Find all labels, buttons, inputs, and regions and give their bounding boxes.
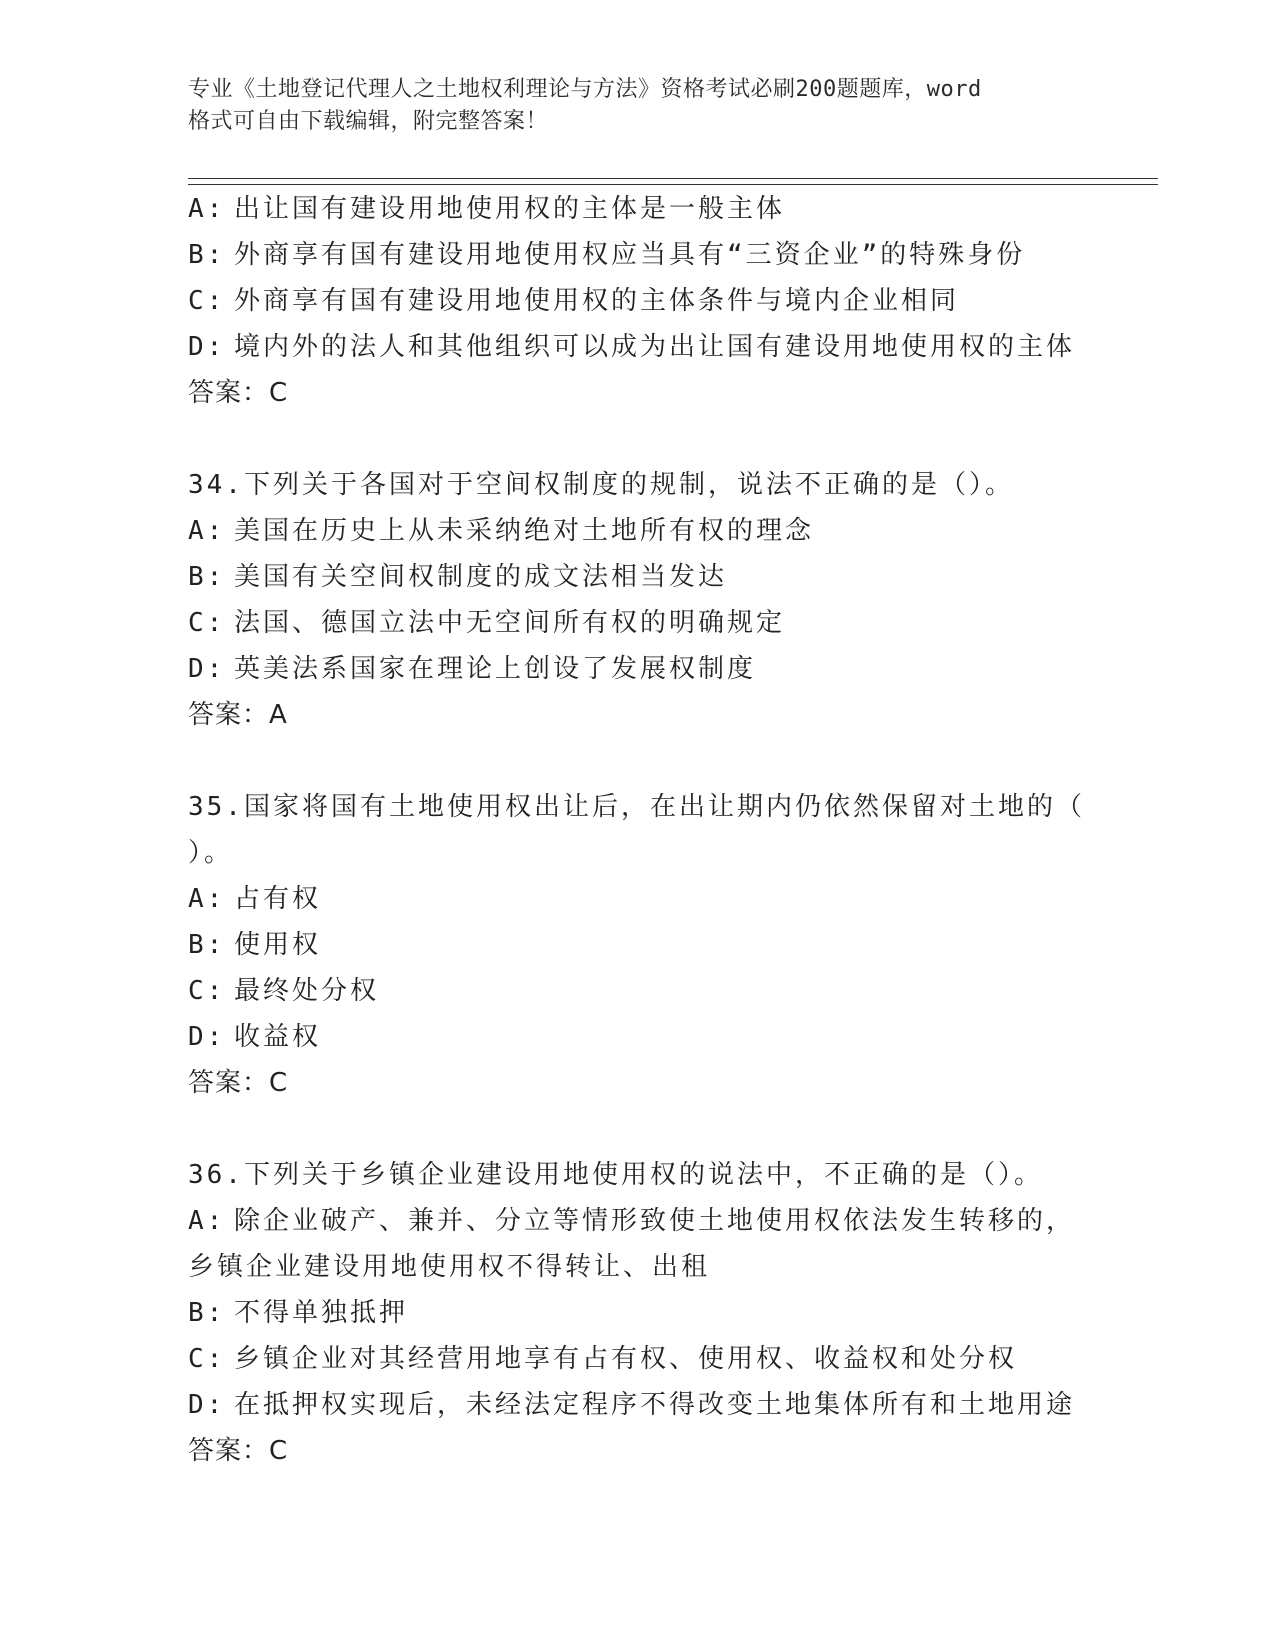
option-c	[188, 1336, 1088, 1382]
option-text: 外商享有国有建设用地使用权应当具有“三资企业”的特殊身份	[234, 240, 1026, 270]
option-key: B:	[188, 562, 226, 592]
option-b	[188, 554, 1088, 600]
option-key: A:	[188, 516, 226, 546]
option-key: C:	[188, 286, 226, 316]
option-a	[188, 876, 1088, 922]
question-33	[188, 186, 1088, 416]
option-text: 外商享有国有建设用地使用权的主体条件与境内企业相同	[234, 286, 960, 316]
option-key: A:	[188, 1206, 226, 1236]
option-key: B:	[188, 930, 226, 960]
option-b	[188, 1290, 1088, 1336]
header-line-2: 格式可自由下载编辑，附完整答案！	[188, 109, 549, 134]
option-text: 英美法系国家在理论上创设了发展权制度	[234, 654, 757, 684]
answer-line: 答案：C	[188, 1068, 289, 1098]
question-stem-continued: ）。	[188, 838, 234, 868]
option-b	[188, 922, 1088, 968]
question-36	[188, 1152, 1088, 1474]
option-text: 收益权	[234, 1022, 322, 1052]
option-key: D:	[188, 1390, 226, 1420]
answer-line: 答案：C	[188, 378, 289, 408]
option-text: 法国、德国立法中无空间所有权的明确规定	[234, 608, 786, 638]
option-key: B:	[188, 1298, 226, 1328]
question-stem: 34.下列关于各国对于空间权制度的规制，说法不正确的是（）。	[188, 470, 1014, 500]
option-c	[188, 600, 1088, 646]
option-c	[188, 278, 1088, 324]
answer-line: 答案：A	[188, 700, 288, 730]
option-c	[188, 968, 1088, 1014]
option-text: 境内外的法人和其他组织可以成为出让国有建设用地使用权的主体	[234, 332, 1076, 362]
option-key: D:	[188, 1022, 226, 1052]
question-34	[188, 462, 1088, 738]
option-key: B:	[188, 240, 226, 270]
option-text: 不得单独抵押	[234, 1298, 409, 1328]
option-d	[188, 324, 1088, 370]
option-d	[188, 1382, 1088, 1428]
option-a-continued: 乡镇企业建设用地使用权不得转让、出租	[188, 1252, 711, 1282]
header-divider-top	[188, 178, 1158, 179]
option-text: 最终处分权	[234, 976, 380, 1006]
option-key: A:	[188, 884, 226, 914]
option-text: 美国在历史上从未采纳绝对土地所有权的理念	[234, 516, 815, 546]
option-text: 乡镇企业对其经营用地享有占有权、使用权、收益权和处分权	[234, 1344, 1018, 1374]
option-b	[188, 232, 1088, 278]
option-text: 使用权	[234, 930, 322, 960]
option-key: C:	[188, 1344, 226, 1374]
option-a	[188, 186, 1088, 232]
option-a	[188, 1198, 1088, 1244]
option-text: 占有权	[234, 884, 322, 914]
question-stem: 36.下列关于乡镇企业建设用地使用权的说法中，不正确的是（）。	[188, 1160, 1043, 1190]
option-d	[188, 646, 1088, 692]
option-d	[188, 1014, 1088, 1060]
document-header	[188, 74, 1068, 138]
header-line-1: 专业《土地登记代理人之土地权利理论与方法》资格考试必刷200题题库，word	[188, 77, 982, 102]
question-stem: 35.国家将国有土地使用权出让后，在出让期内仍依然保留对土地的（	[188, 792, 1085, 822]
answer-line: 答案：C	[188, 1436, 289, 1466]
option-key: A:	[188, 194, 226, 224]
question-35	[188, 784, 1088, 1106]
header-divider-bottom	[188, 184, 1158, 185]
option-text: 在抵押权实现后，未经法定程序不得改变土地集体所有和土地用途	[234, 1390, 1076, 1420]
option-key: C:	[188, 976, 226, 1006]
option-text: 出让国有建设用地使用权的主体是一般主体	[234, 194, 786, 224]
option-key: D:	[188, 332, 226, 362]
option-a	[188, 508, 1088, 554]
option-key: C:	[188, 608, 226, 638]
option-text: 除企业破产、兼并、分立等情形致使土地使用权依法发生转移的，	[234, 1206, 1076, 1236]
option-key: D:	[188, 654, 226, 684]
option-text: 美国有关空间权制度的成文法相当发达	[234, 562, 728, 592]
